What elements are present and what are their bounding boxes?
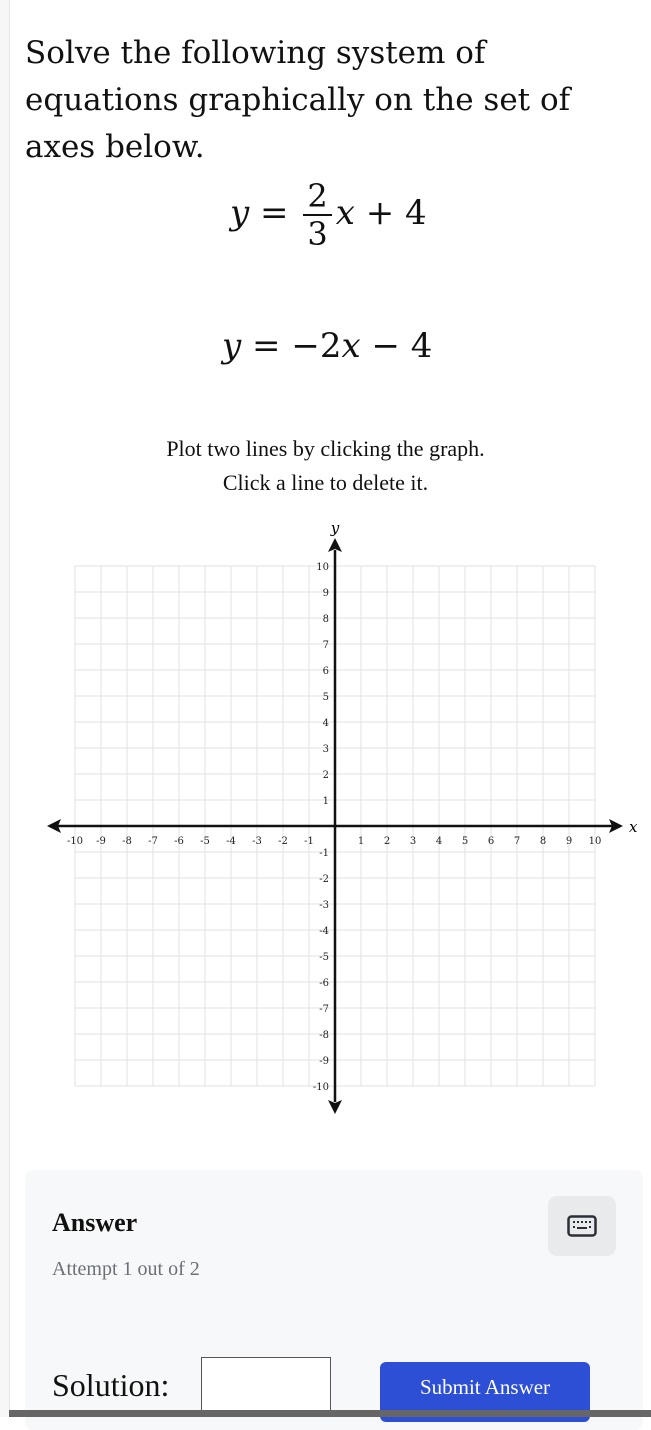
x-tick-label: -6 <box>174 836 184 847</box>
eq1-constant: + 4 <box>365 193 427 233</box>
y-axis-label: y <box>330 519 340 537</box>
equation-1 <box>230 178 427 252</box>
y-tick-label: -1 <box>319 848 329 859</box>
x-tick-label: -10 <box>66 836 84 847</box>
x-tick-label: -4 <box>226 836 236 847</box>
eq1-lhs: y <box>230 193 250 233</box>
eq1-var: x <box>335 193 355 233</box>
y-tick-label: -6 <box>319 978 329 989</box>
y-tick-label: -5 <box>319 952 329 963</box>
y-tick-label: 6 <box>322 666 329 677</box>
y-tick-label: 8 <box>322 614 329 625</box>
x-axis-label: x <box>629 818 638 836</box>
y-tick-label: -10 <box>312 1082 329 1093</box>
eq2-coef: −2 <box>291 326 342 366</box>
y-tick-label: -8 <box>319 1030 329 1041</box>
y-tick-label: -4 <box>319 926 329 937</box>
x-tick-label: -5 <box>200 836 210 847</box>
x-tick-label: 10 <box>588 836 602 847</box>
y-tick-label: 10 <box>316 562 329 573</box>
y-tick-label: 7 <box>322 640 329 651</box>
solution-input[interactable] <box>201 1357 331 1417</box>
x-tick-label: -8 <box>122 836 132 847</box>
eq1-equals: = <box>260 193 289 233</box>
keyboard-button[interactable] <box>548 1196 616 1256</box>
question-prompt: Solve the following system of equations graphically on the set of axes below. <box>25 35 571 165</box>
bottom-bar <box>9 1410 651 1417</box>
y-tick-label: 4 <box>322 718 329 729</box>
attempt-counter: Attempt 1 out of 2 <box>52 1258 200 1280</box>
submit-answer-button[interactable]: Submit Answer <box>380 1362 590 1422</box>
y-axis-down-arrow-icon <box>328 1100 342 1114</box>
y-tick-label: -3 <box>319 900 329 911</box>
x-tick-label: 9 <box>565 836 573 847</box>
x-tick-label: 7 <box>513 836 521 847</box>
y-tick-label: -2 <box>319 874 329 885</box>
x-tick-label: 8 <box>539 836 547 847</box>
y-tick-label: 5 <box>322 692 329 703</box>
x-tick-label: -3 <box>252 836 262 847</box>
x-tick-label: -1 <box>304 836 314 847</box>
y-tick-label: 9 <box>322 588 329 599</box>
y-tick-label: 3 <box>322 744 329 755</box>
x-tick-label: 6 <box>487 836 495 847</box>
y-tick-label: -9 <box>319 1056 329 1067</box>
x-tick-label: 1 <box>357 836 365 847</box>
x-tick-label: 5 <box>461 836 469 847</box>
solution-label: Solution: <box>52 1367 170 1403</box>
y-tick-label: 2 <box>322 770 329 781</box>
instruction-delete: Click a line to delete it. <box>222 470 429 495</box>
x-tick-label: 2 <box>383 836 391 847</box>
y-tick-label: 1 <box>322 796 329 807</box>
eq2-equals: = <box>252 326 281 366</box>
x-tick-label: -9 <box>96 836 106 847</box>
x-tick-label: 4 <box>435 836 443 847</box>
fraction-numerator: 2 <box>303 178 331 216</box>
eq2-constant: − 4 <box>371 326 433 366</box>
y-tick-label: -7 <box>319 1004 329 1015</box>
instruction-plot: Plot two lines by clicking the graph. <box>166 436 485 461</box>
eq2-lhs: y <box>222 326 242 366</box>
equation-2 <box>222 326 432 366</box>
fraction-denominator: 3 <box>307 215 328 253</box>
answer-title: Answer <box>52 1208 138 1237</box>
answer-panel <box>25 1170 643 1430</box>
x-tick-label: -2 <box>278 836 288 847</box>
coordinate-graph[interactable] <box>0 515 651 1115</box>
y-axis-up-arrow-icon <box>328 538 342 552</box>
x-tick-label: 3 <box>409 836 417 847</box>
eq2-var: x <box>341 326 361 366</box>
x-tick-label: -7 <box>148 836 158 847</box>
keyboard-icon <box>567 1215 597 1237</box>
fraction <box>303 178 331 252</box>
